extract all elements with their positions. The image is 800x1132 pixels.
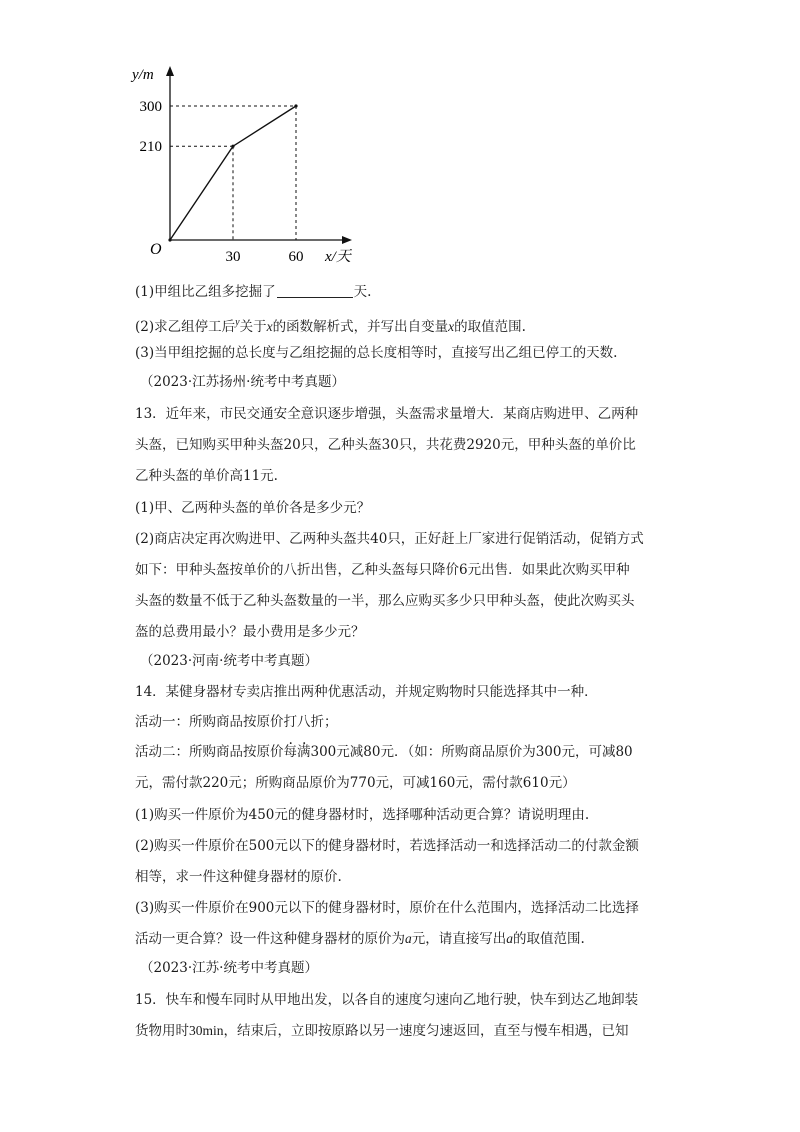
origin-label: O <box>150 241 162 258</box>
var-a: a <box>405 931 412 946</box>
q14-part3-text-a: 活动一更合算？设一件这种健身器材的原价为 <box>135 931 405 947</box>
line-graph <box>120 58 360 268</box>
y-tick-label-300: 300 <box>139 99 162 115</box>
q12-part1 <box>135 282 371 302</box>
q14-part1: (1)购买一件原价为450元的健身器材时，选择哪种活动更合算？请说明理由. <box>135 807 590 823</box>
q12-part3: (3)当甲组挖掘的总长度与乙组挖掘的总长度相等时，直接写出乙组已停工的天数. <box>135 345 618 361</box>
y-tick-label-210: 210 <box>139 139 162 156</box>
data-point-0 <box>168 238 171 241</box>
q14-part2-line1: (2)购买一件原价在500元以下的健身器材时，若选择活动一和选择活动二的付款金额 <box>135 838 639 854</box>
q13-part2-line2: 如下：甲种头盔按单价的八折出售，乙种头盔每只降价6元出售．如果此次购买甲种 <box>135 562 630 578</box>
time-value: 30min <box>189 1023 224 1038</box>
y-axis-label: y/m <box>132 67 154 83</box>
data-point-30 <box>231 145 234 148</box>
q14-part3-text-b: 元，请直接写出 <box>411 931 507 947</box>
q13-line3: 乙种头盔的单价高11元. <box>135 468 278 484</box>
q14-part3-text-c: 的取值范围. <box>513 931 585 947</box>
emphasis-man: 满 <box>297 744 311 760</box>
q13-part1: (1)甲、乙两种头盔的单价各是多少元？ <box>135 500 371 516</box>
q15-line2 <box>135 1021 629 1041</box>
q13-line2: 头盔，已知购买甲种头盔20只，乙种头盔30只，共花费2920元，甲种头盔的单价比 <box>135 437 636 453</box>
var-y: y <box>235 317 240 328</box>
x-tick-label-30: 30 <box>225 249 241 265</box>
q14-part3-line1: (3)购买一件原价在900元以下的健身器材时，原价在什么范围内，选择活动二比选择 <box>135 900 639 916</box>
q15-line2-text-a: 货物用时 <box>135 1023 189 1039</box>
q14-line1: 14．某健身器材专卖店推出两种优惠活动，并规定购物时只能选择其中一种． <box>135 684 598 700</box>
data-point-60 <box>294 104 297 107</box>
source-q15: （2023·江苏·统考中考真题） <box>140 960 318 976</box>
q13-part2-line4: 盔的总费用最小？最小费用是多少元？ <box>135 624 365 640</box>
y-axis-arrow <box>166 66 174 76</box>
q13-part2-line1: (2)商店决定再次购进甲、乙两种头盔共40只，正好赶上厂家进行促销活动，促销方式 <box>135 531 644 547</box>
q13-part2-line3: 头盔的数量不低于乙种头盔数量的一半，那么应购买多少只甲种头盔，使此次购买头 <box>135 593 635 609</box>
answer-blank[interactable] <box>277 283 353 298</box>
var-a-2: a <box>506 931 513 946</box>
x-axis-arrow <box>342 236 352 244</box>
source-q13: （2023·江苏扬州·统考中考真题） <box>140 374 345 390</box>
var-x-2: x <box>448 319 455 334</box>
x-tick-label-60: 60 <box>288 249 304 265</box>
x-axis-label: x/天 <box>325 249 351 265</box>
source-q14: （2023·河南·统考中考真题） <box>140 653 318 669</box>
q15-line2-text-b: ，结束后，立即按原路以另一速度匀速返回，直至与慢车相遇，已知 <box>223 1023 629 1039</box>
q13-line1: 13．近年来，市民交通安全意识逐步增强，头盔需求量增大．某商店购进甲、乙两种 <box>135 406 639 422</box>
q12-part2 <box>135 313 526 337</box>
q14-activity2-text-a: 活动二：所购商品按原价 <box>135 744 284 760</box>
var-x: x <box>266 319 273 334</box>
q15-line1: 15．快车和慢车同时从甲地出发，以各自的速度匀速向乙地行驶，快车到达乙地卸装 <box>135 992 639 1008</box>
q14-activity2 <box>135 742 633 762</box>
q12-part2-text-d: 的取值范围. <box>454 319 526 335</box>
q12-part2-text-c: 的函数解析式，并写出自变量 <box>272 319 449 335</box>
q12-part1-text-a: (1)甲组比乙组多挖掘了 <box>135 284 276 300</box>
q12-part2-text-a: (2)求乙组停工后 <box>135 319 236 335</box>
q14-activity2-line2: 元，需付款220元；所购商品原价为770元，可减160元，需付款610元） <box>135 775 576 791</box>
q14-part3-line2 <box>135 929 585 949</box>
q14-activity2-text-b: 300元减80元．（如：所购商品原价为300元，可减80 <box>310 744 633 760</box>
q12-part1-text-b: 天. <box>353 284 372 300</box>
emphasis-mei: 每 <box>283 744 297 760</box>
q14-part2-line2: 相等，求一件这种健身器材的原价. <box>135 869 342 885</box>
q14-activity1: 活动一：所购商品按原价打八折； <box>135 714 338 730</box>
q12-part2-text-b: 关于 <box>239 319 267 335</box>
